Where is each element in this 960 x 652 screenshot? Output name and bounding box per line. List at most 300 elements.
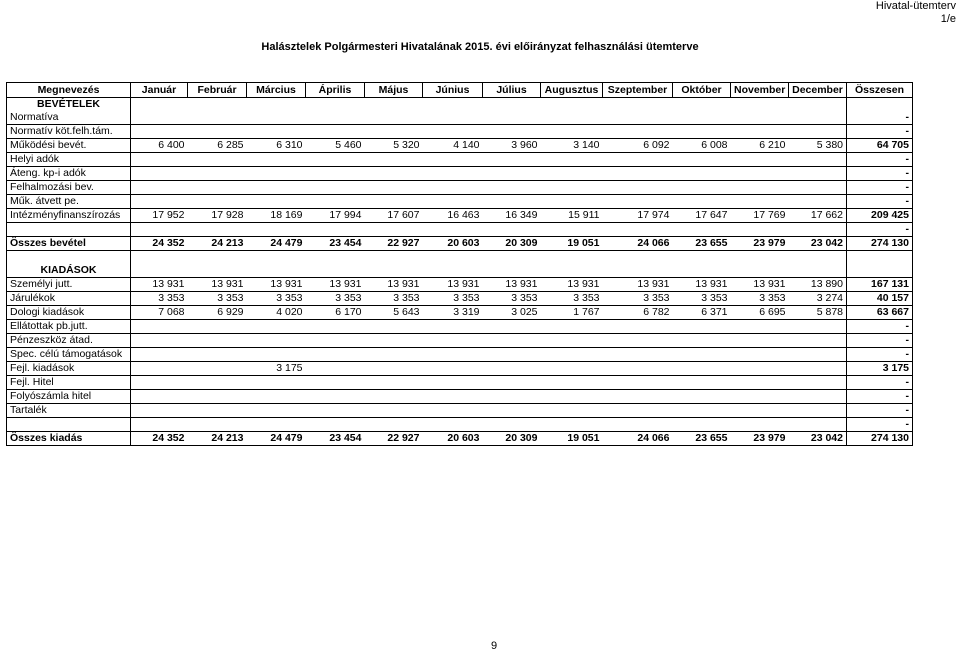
month-value-cell [789, 418, 847, 432]
month-value-cell: 17 952 [131, 209, 188, 223]
total-value-cell: - [847, 404, 913, 418]
month-value-cell [673, 404, 731, 418]
month-value-cell [247, 167, 306, 181]
document-code: Hivatal-ütemterv [875, 0, 956, 12]
month-value-cell [789, 223, 847, 237]
month-value-cell [731, 348, 789, 362]
month-value-cell: 23 042 [789, 432, 847, 446]
total-value-cell: 167 131 [847, 278, 913, 292]
month-value-cell [483, 251, 541, 265]
month-value-cell: 6 782 [603, 306, 673, 320]
row-label: Spec. célú támogatások [7, 348, 131, 362]
month-value-cell: 13 890 [789, 278, 847, 292]
table-row [7, 376, 913, 390]
month-value-cell [789, 376, 847, 390]
month-value-cell [483, 418, 541, 432]
month-value-cell [365, 223, 423, 237]
month-value-cell: 3 274 [789, 292, 847, 306]
row-label [7, 223, 131, 237]
month-value-cell [306, 125, 365, 139]
month-value-cell [365, 362, 423, 376]
month-value-cell [423, 320, 483, 334]
row-label: Intézményfinanszírozás [7, 209, 131, 223]
month-value-cell: 19 051 [541, 432, 603, 446]
row-label [7, 418, 131, 432]
month-value-cell [188, 390, 247, 404]
month-value-cell [603, 125, 673, 139]
month-value-cell [603, 418, 673, 432]
month-value-cell: 6 371 [673, 306, 731, 320]
column-header: Május [365, 83, 423, 98]
row-label: BEVÉTELEK [7, 98, 131, 112]
month-value-cell [306, 418, 365, 432]
month-value-cell [483, 223, 541, 237]
month-value-cell [188, 376, 247, 390]
month-value-cell [483, 390, 541, 404]
month-value-cell [188, 251, 247, 265]
month-value-cell [789, 195, 847, 209]
total-row [7, 237, 913, 251]
month-value-cell [541, 98, 603, 112]
month-value-cell: 3 353 [541, 292, 603, 306]
month-value-cell [247, 223, 306, 237]
total-value-cell [847, 264, 913, 278]
month-value-cell [306, 251, 365, 265]
month-value-cell: 13 931 [188, 278, 247, 292]
table-row [7, 195, 913, 209]
month-value-cell [306, 223, 365, 237]
month-value-cell [131, 195, 188, 209]
month-value-cell: 17 662 [789, 209, 847, 223]
month-value-cell [306, 153, 365, 167]
month-value-cell: 19 051 [541, 237, 603, 251]
month-value-cell [423, 404, 483, 418]
row-label: Személyi jutt. [7, 278, 131, 292]
month-value-cell [541, 362, 603, 376]
total-value-cell: - [847, 334, 913, 348]
month-value-cell [673, 264, 731, 278]
month-value-cell [673, 181, 731, 195]
month-value-cell: 18 169 [247, 209, 306, 223]
month-value-cell: 24 479 [247, 237, 306, 251]
total-row [7, 432, 913, 446]
total-value-cell [847, 98, 913, 112]
month-value-cell: 3 353 [131, 292, 188, 306]
month-value-cell [603, 264, 673, 278]
month-value-cell [731, 362, 789, 376]
month-value-cell [483, 111, 541, 125]
month-value-cell: 6 695 [731, 306, 789, 320]
month-value-cell [789, 334, 847, 348]
month-value-cell: 3 960 [483, 139, 541, 153]
month-value-cell: 6 285 [188, 139, 247, 153]
table-row [7, 404, 913, 418]
month-value-cell [541, 390, 603, 404]
row-label: Működési bevét. [7, 139, 131, 153]
month-value-cell [483, 98, 541, 112]
month-value-cell [541, 181, 603, 195]
month-value-cell [131, 390, 188, 404]
month-value-cell [423, 98, 483, 112]
column-header: Január [131, 83, 188, 98]
month-value-cell: 1 767 [541, 306, 603, 320]
month-value-cell [131, 181, 188, 195]
section-header-row [7, 98, 913, 112]
month-value-cell [188, 111, 247, 125]
total-value-cell: 274 130 [847, 237, 913, 251]
month-value-cell [365, 195, 423, 209]
row-label: Helyi adók [7, 153, 131, 167]
month-value-cell: 17 647 [673, 209, 731, 223]
month-value-cell [731, 195, 789, 209]
month-value-cell [188, 98, 247, 112]
table-body [7, 98, 913, 446]
table-row [7, 111, 913, 125]
month-value-cell: 6 310 [247, 139, 306, 153]
month-value-cell [789, 153, 847, 167]
month-value-cell [247, 264, 306, 278]
month-value-cell [423, 390, 483, 404]
month-value-cell: 13 931 [541, 278, 603, 292]
table-row [7, 292, 913, 306]
month-value-cell: 22 927 [365, 237, 423, 251]
month-value-cell: 6 008 [673, 139, 731, 153]
month-value-cell: 23 979 [731, 432, 789, 446]
month-value-cell [365, 320, 423, 334]
month-value-cell [365, 390, 423, 404]
month-value-cell [131, 320, 188, 334]
month-value-cell [306, 334, 365, 348]
month-value-cell [365, 264, 423, 278]
month-value-cell [541, 111, 603, 125]
table-row [7, 251, 913, 265]
total-value-cell: - [847, 223, 913, 237]
month-value-cell: 23 454 [306, 432, 365, 446]
month-value-cell [789, 181, 847, 195]
month-value-cell [188, 334, 247, 348]
table-row [7, 153, 913, 167]
month-value-cell [789, 390, 847, 404]
total-value-cell: - [847, 167, 913, 181]
month-value-cell [423, 348, 483, 362]
month-value-cell [365, 98, 423, 112]
section-header-row [7, 264, 913, 278]
total-value-cell: - [847, 376, 913, 390]
document-annex: 1/e [940, 13, 956, 25]
row-label: Dologi kiadások [7, 306, 131, 320]
month-value-cell: 5 460 [306, 139, 365, 153]
month-value-cell [188, 320, 247, 334]
row-label: Ellátottak pb.jutt. [7, 320, 131, 334]
month-value-cell [423, 181, 483, 195]
month-value-cell [603, 167, 673, 181]
month-value-cell [131, 334, 188, 348]
month-value-cell: 6 400 [131, 139, 188, 153]
month-value-cell: 3 353 [483, 292, 541, 306]
month-value-cell: 5 380 [789, 139, 847, 153]
month-value-cell: 5 320 [365, 139, 423, 153]
month-value-cell: 20 309 [483, 237, 541, 251]
month-value-cell: 6 092 [603, 139, 673, 153]
month-value-cell [306, 376, 365, 390]
month-value-cell [673, 362, 731, 376]
month-value-cell [131, 264, 188, 278]
month-value-cell [306, 362, 365, 376]
table-row [7, 278, 913, 292]
month-value-cell: 20 603 [423, 237, 483, 251]
row-label: Normatív köt.felh.tám. [7, 125, 131, 139]
month-value-cell [365, 334, 423, 348]
month-value-cell: 3 353 [247, 292, 306, 306]
month-value-cell [673, 376, 731, 390]
table-header-row [7, 83, 913, 98]
month-value-cell [306, 195, 365, 209]
table-row [7, 334, 913, 348]
total-value-cell: - [847, 153, 913, 167]
month-value-cell [365, 376, 423, 390]
month-value-cell [188, 125, 247, 139]
month-value-cell [306, 181, 365, 195]
month-value-cell [603, 153, 673, 167]
month-value-cell [603, 181, 673, 195]
month-value-cell [673, 111, 731, 125]
month-value-cell [731, 390, 789, 404]
table-row [7, 223, 913, 237]
row-label: Normatíva [7, 111, 131, 125]
month-value-cell: 3 353 [603, 292, 673, 306]
column-header: Június [423, 83, 483, 98]
month-value-cell: 24 352 [131, 432, 188, 446]
month-value-cell: 17 928 [188, 209, 247, 223]
row-label [7, 251, 131, 265]
month-value-cell [483, 153, 541, 167]
month-value-cell [365, 125, 423, 139]
month-value-cell [131, 111, 188, 125]
month-value-cell: 4 020 [247, 306, 306, 320]
month-value-cell [731, 376, 789, 390]
month-value-cell [673, 153, 731, 167]
month-value-cell: 20 603 [423, 432, 483, 446]
total-value-cell: 274 130 [847, 432, 913, 446]
month-value-cell [673, 418, 731, 432]
month-value-cell [423, 153, 483, 167]
month-value-cell [247, 418, 306, 432]
month-value-cell [673, 167, 731, 181]
month-value-cell [673, 195, 731, 209]
total-value-cell: 209 425 [847, 209, 913, 223]
month-value-cell [247, 98, 306, 112]
month-value-cell [131, 362, 188, 376]
month-value-cell: 22 927 [365, 432, 423, 446]
month-value-cell [247, 390, 306, 404]
month-value-cell [789, 98, 847, 112]
row-label: Fejl. kiadások [7, 362, 131, 376]
month-value-cell [365, 418, 423, 432]
month-value-cell: 24 352 [131, 237, 188, 251]
month-value-cell: 3 319 [423, 306, 483, 320]
total-value-cell: - [847, 111, 913, 125]
month-value-cell: 13 931 [365, 278, 423, 292]
month-value-cell: 16 349 [483, 209, 541, 223]
month-value-cell: 24 066 [603, 237, 673, 251]
month-value-cell [423, 195, 483, 209]
document-header-right [876, 0, 956, 26]
total-value-cell: - [847, 390, 913, 404]
month-value-cell: 5 878 [789, 306, 847, 320]
month-value-cell [789, 320, 847, 334]
month-value-cell [603, 376, 673, 390]
month-value-cell [483, 362, 541, 376]
month-value-cell [731, 153, 789, 167]
month-value-cell [306, 320, 365, 334]
table-row [7, 348, 913, 362]
month-value-cell: 13 931 [131, 278, 188, 292]
month-value-cell [188, 404, 247, 418]
row-label: Összes kiadás [7, 432, 131, 446]
month-value-cell [306, 390, 365, 404]
month-value-cell [673, 98, 731, 112]
month-value-cell: 3 353 [731, 292, 789, 306]
month-value-cell [541, 320, 603, 334]
column-header: Október [673, 83, 731, 98]
month-value-cell: 15 911 [541, 209, 603, 223]
month-value-cell [483, 404, 541, 418]
month-value-cell: 3 353 [423, 292, 483, 306]
month-value-cell [541, 404, 603, 418]
month-value-cell [731, 111, 789, 125]
month-value-cell [789, 362, 847, 376]
month-value-cell [603, 390, 673, 404]
month-value-cell [131, 404, 188, 418]
month-value-cell [423, 264, 483, 278]
month-value-cell [541, 195, 603, 209]
month-value-cell [483, 376, 541, 390]
month-value-cell [131, 125, 188, 139]
month-value-cell [541, 264, 603, 278]
row-label: Járulékok [7, 292, 131, 306]
table-row [7, 306, 913, 320]
month-value-cell [131, 153, 188, 167]
month-value-cell [365, 111, 423, 125]
month-value-cell [188, 264, 247, 278]
month-value-cell: 3 025 [483, 306, 541, 320]
column-header: Március [247, 83, 306, 98]
month-value-cell [131, 98, 188, 112]
month-value-cell [673, 223, 731, 237]
month-value-cell: 24 213 [188, 432, 247, 446]
month-value-cell [423, 111, 483, 125]
month-value-cell [306, 98, 365, 112]
month-value-cell [673, 320, 731, 334]
column-header: December [789, 83, 847, 98]
month-value-cell [365, 167, 423, 181]
month-value-cell [483, 334, 541, 348]
month-value-cell [188, 223, 247, 237]
month-value-cell: 17 974 [603, 209, 673, 223]
month-value-cell [603, 404, 673, 418]
month-value-cell [365, 153, 423, 167]
month-value-cell [789, 404, 847, 418]
month-value-cell [603, 223, 673, 237]
month-value-cell: 24 066 [603, 432, 673, 446]
month-value-cell [423, 418, 483, 432]
table-row [7, 362, 913, 376]
month-value-cell [483, 167, 541, 181]
month-value-cell: 13 931 [483, 278, 541, 292]
month-value-cell [541, 251, 603, 265]
month-value-cell [247, 320, 306, 334]
month-value-cell [789, 251, 847, 265]
month-value-cell [673, 125, 731, 139]
month-value-cell: 13 931 [306, 278, 365, 292]
month-value-cell [789, 167, 847, 181]
month-value-cell [673, 348, 731, 362]
month-value-cell [365, 404, 423, 418]
month-value-cell [247, 195, 306, 209]
month-value-cell: 17 769 [731, 209, 789, 223]
month-value-cell [306, 111, 365, 125]
month-value-cell: 3 353 [365, 292, 423, 306]
month-value-cell [731, 223, 789, 237]
month-value-cell [188, 167, 247, 181]
table-row [7, 181, 913, 195]
month-value-cell: 13 931 [731, 278, 789, 292]
month-value-cell [731, 251, 789, 265]
month-value-cell [247, 111, 306, 125]
month-value-cell [603, 251, 673, 265]
month-value-cell [423, 223, 483, 237]
month-value-cell [603, 195, 673, 209]
row-label: Fejl. Hitel [7, 376, 131, 390]
month-value-cell [731, 98, 789, 112]
month-value-cell [247, 348, 306, 362]
month-value-cell: 20 309 [483, 432, 541, 446]
row-label: Műk. átvett pe. [7, 195, 131, 209]
month-value-cell [731, 181, 789, 195]
month-value-cell [731, 320, 789, 334]
month-value-cell: 5 643 [365, 306, 423, 320]
table-row [7, 167, 913, 181]
month-value-cell [731, 167, 789, 181]
month-value-cell [541, 153, 603, 167]
column-header: Április [306, 83, 365, 98]
month-value-cell [731, 334, 789, 348]
month-value-cell [483, 320, 541, 334]
month-value-cell [188, 195, 247, 209]
month-value-cell [247, 251, 306, 265]
table-row [7, 418, 913, 432]
row-label: Tartalék [7, 404, 131, 418]
month-value-cell [603, 111, 673, 125]
column-header: Szeptember [603, 83, 673, 98]
month-value-cell: 17 607 [365, 209, 423, 223]
column-header: November [731, 83, 789, 98]
month-value-cell [306, 167, 365, 181]
row-label: Folyószámla hitel [7, 390, 131, 404]
month-value-cell: 13 931 [423, 278, 483, 292]
total-value-cell: - [847, 418, 913, 432]
month-value-cell [188, 362, 247, 376]
month-value-cell [131, 418, 188, 432]
row-label: Pénzeszköz átad. [7, 334, 131, 348]
month-value-cell [731, 264, 789, 278]
month-value-cell [541, 167, 603, 181]
month-value-cell [603, 334, 673, 348]
month-value-cell [603, 320, 673, 334]
month-value-cell [423, 362, 483, 376]
month-value-cell [247, 334, 306, 348]
row-label: KIADÁSOK [7, 264, 131, 278]
